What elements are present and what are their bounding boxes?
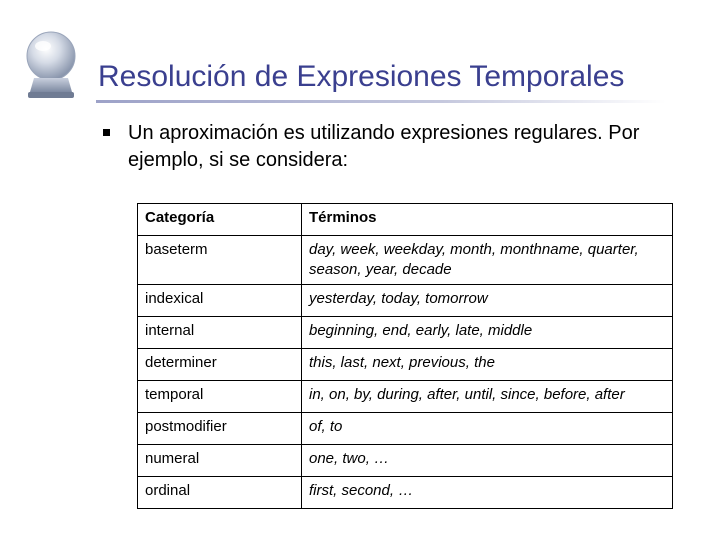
row-terms: in, on, by, during, after, until, since, before, after xyxy=(302,381,673,413)
row-category: postmodifier xyxy=(138,413,302,445)
row-terms: day, week, weekday, month, monthname, quarter, season, year, decade xyxy=(302,236,673,285)
table-row xyxy=(138,477,673,509)
table-row xyxy=(138,236,673,285)
row-category: internal xyxy=(138,317,302,349)
slide-title: Resolución de Expresiones Temporales xyxy=(98,60,625,93)
header-terms: Términos xyxy=(302,204,673,236)
header-category: Categoría xyxy=(138,204,302,236)
temporal-terms-table xyxy=(137,203,673,509)
table-row xyxy=(138,349,673,381)
crystal-ball-logo xyxy=(20,20,82,102)
row-category: ordinal xyxy=(138,477,302,509)
bullet-text: Un aproximación es utilizando expresiones regulares. Por ejemplo, si se considera: xyxy=(128,122,640,171)
row-category: determiner xyxy=(138,349,302,381)
row-terms: yesterday, today, tomorrow xyxy=(302,285,673,317)
row-terms: this, last, next, previous, the xyxy=(302,349,673,381)
row-terms: of, to xyxy=(302,413,673,445)
row-terms: one, two, … xyxy=(302,445,673,477)
table-row xyxy=(138,317,673,349)
table-header-row xyxy=(138,204,673,236)
bullet-marker xyxy=(103,129,110,136)
row-terms: beginning, end, early, late, middle xyxy=(302,317,673,349)
table-row xyxy=(138,381,673,413)
row-category: numeral xyxy=(138,445,302,477)
row-category: baseterm xyxy=(138,236,302,285)
title-underline xyxy=(96,100,666,103)
row-terms: first, second, … xyxy=(302,477,673,509)
table-row xyxy=(138,413,673,445)
row-category: indexical xyxy=(138,285,302,317)
row-category: temporal xyxy=(138,381,302,413)
table-row xyxy=(138,285,673,317)
table-row xyxy=(138,445,673,477)
